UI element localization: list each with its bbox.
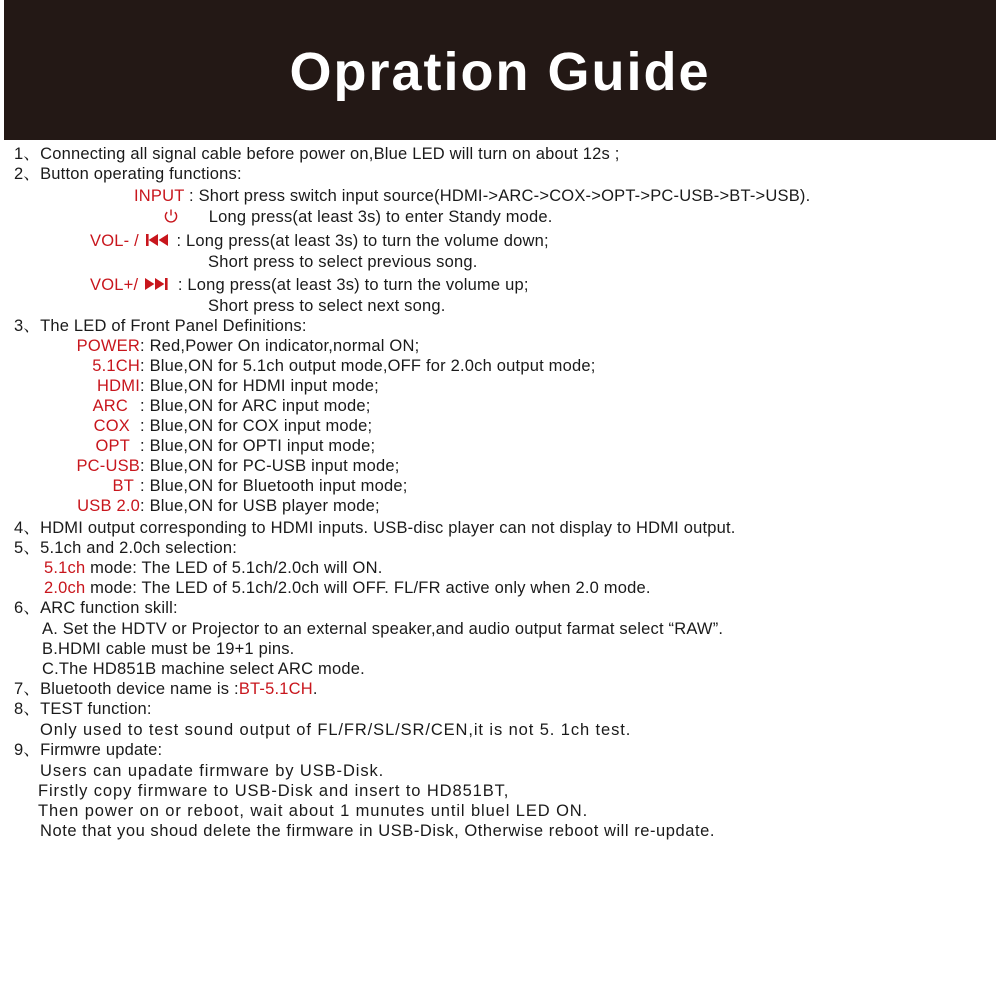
arc-step-a: A. Set the HDTV or Projector to an external speaker,and audio output farmat select “RAW”. xyxy=(42,620,724,638)
power-button-row xyxy=(162,207,553,230)
led-description: : Blue,ON for HDMI input mode; xyxy=(140,377,379,395)
step-1-text: 1、Connecting all signal cable before power on,Blue LED will turn on about 12s ; xyxy=(14,145,620,163)
led-item xyxy=(40,376,379,396)
led-description: : Blue,ON for ARC input mode; xyxy=(140,397,371,415)
step-8-heading: 8、TEST function: xyxy=(14,700,152,718)
step-8-text: Only used to test sound output of FL/FR/SL/SR/CEN,it is not 5. 1ch test. xyxy=(40,721,632,739)
led-item xyxy=(40,456,400,476)
led-description: : Blue,ON for 5.1ch output mode,OFF for 2.0ch output mode; xyxy=(140,357,596,375)
led-item xyxy=(40,496,380,516)
vol-up-label: VOL+/ xyxy=(90,276,139,294)
step-2-heading: 2、Button operating functions: xyxy=(14,165,242,183)
arc-step-b: B.HDMI cable must be 19+1 pins. xyxy=(42,640,295,658)
led-description: : Blue,ON for USB player mode; xyxy=(140,497,380,515)
previous-track-icon xyxy=(144,231,172,254)
step-5-heading: 5、5.1ch and 2.0ch selection: xyxy=(14,539,237,557)
step-3-heading: 3、The LED of Front Panel Definitions: xyxy=(14,317,307,335)
led-label: HDMI xyxy=(97,377,140,395)
led-description: : Blue,ON for Bluetooth input mode; xyxy=(140,477,408,495)
step-6-heading: 6、ARC function skill: xyxy=(14,599,178,617)
mode-5-1ch-text: mode: The LED of 5.1ch/2.0ch will ON. xyxy=(85,559,383,577)
mode-2-0ch-row xyxy=(44,578,651,598)
led-description: : Red,Power On indicator,normal ON; xyxy=(140,337,420,355)
vol-up-description-2: Short press to select next song. xyxy=(208,297,446,315)
arc-step-c: C.The HD851B machine select ARC mode. xyxy=(42,660,365,678)
bluetooth-name: BT-5.1CH xyxy=(238,680,313,698)
led-label: USB 2.0 xyxy=(77,497,140,515)
title-banner xyxy=(4,0,996,140)
vol-up-row xyxy=(90,275,529,298)
led-label: OPT xyxy=(95,437,130,455)
next-track-icon xyxy=(143,275,173,298)
step-9-line-4: Note that you shoud delete the firmware in USB-Disk, Otherwise reboot will re-update. xyxy=(40,822,715,840)
mode-5-1ch-row xyxy=(44,558,382,578)
vol-down-description-2: Short press to select previous song. xyxy=(208,253,478,271)
led-label: BT xyxy=(112,477,134,495)
step-7-end: . xyxy=(312,680,318,698)
page-title: Opration Guide xyxy=(289,42,711,102)
led-item xyxy=(40,416,372,436)
power-description: Long press(at least 3s) to enter Standy mode. xyxy=(208,208,553,226)
input-label: INPUT xyxy=(134,187,185,205)
step-9-heading: 9、Firmwre update: xyxy=(14,741,163,759)
led-item xyxy=(40,396,370,416)
step-9-line-1: Users can upadate firmware by USB-Disk. xyxy=(40,762,385,780)
led-label: POWER xyxy=(76,337,140,355)
input-button-row xyxy=(134,186,810,206)
step-9-line-3: Then power on or reboot, wait about 1 munutes until bluel LED ON. xyxy=(38,802,589,820)
vol-down-row xyxy=(90,231,549,254)
vol-down-label: VOL- / xyxy=(90,232,139,250)
step-7-text: 7、Bluetooth device name is : xyxy=(14,680,239,698)
step-7-row xyxy=(14,679,318,699)
led-description: : Blue,ON for PC-USB input mode; xyxy=(140,457,400,475)
power-icon xyxy=(162,207,180,230)
mode-2-0ch-label: 2.0ch xyxy=(44,579,86,597)
led-item xyxy=(40,436,375,456)
step-9-line-2: Firstly copy firmware to USB-Disk and insert to HD851BT, xyxy=(38,782,510,800)
led-item xyxy=(40,336,419,356)
led-item xyxy=(40,356,596,376)
step-4-text: 4、HDMI output corresponding to HDMI inputs. USB-disc player can not display to HDMI output. xyxy=(14,519,736,537)
mode-2-0ch-text: mode: The LED of 5.1ch/2.0ch will OFF. FL/FR active only when 2.0 mode. xyxy=(85,579,651,597)
mode-5-1ch-label: 5.1ch xyxy=(44,559,86,577)
vol-up-description: : Long press(at least 3s) to turn the volume up; xyxy=(177,276,529,294)
led-label: PC-USB xyxy=(76,457,140,475)
led-label: ARC xyxy=(92,397,128,415)
led-description: : Blue,ON for COX input mode; xyxy=(140,417,373,435)
input-description: : Short press switch input source(HDMI->ARC->COX->OPT->PC-USB->BT->USB). xyxy=(189,187,811,205)
vol-down-description: : Long press(at least 3s) to turn the volume down; xyxy=(176,232,549,250)
led-description: : Blue,ON for OPTI input mode; xyxy=(140,437,376,455)
led-label: 5.1CH xyxy=(92,357,140,375)
led-label: COX xyxy=(93,417,130,435)
led-item xyxy=(40,476,407,496)
